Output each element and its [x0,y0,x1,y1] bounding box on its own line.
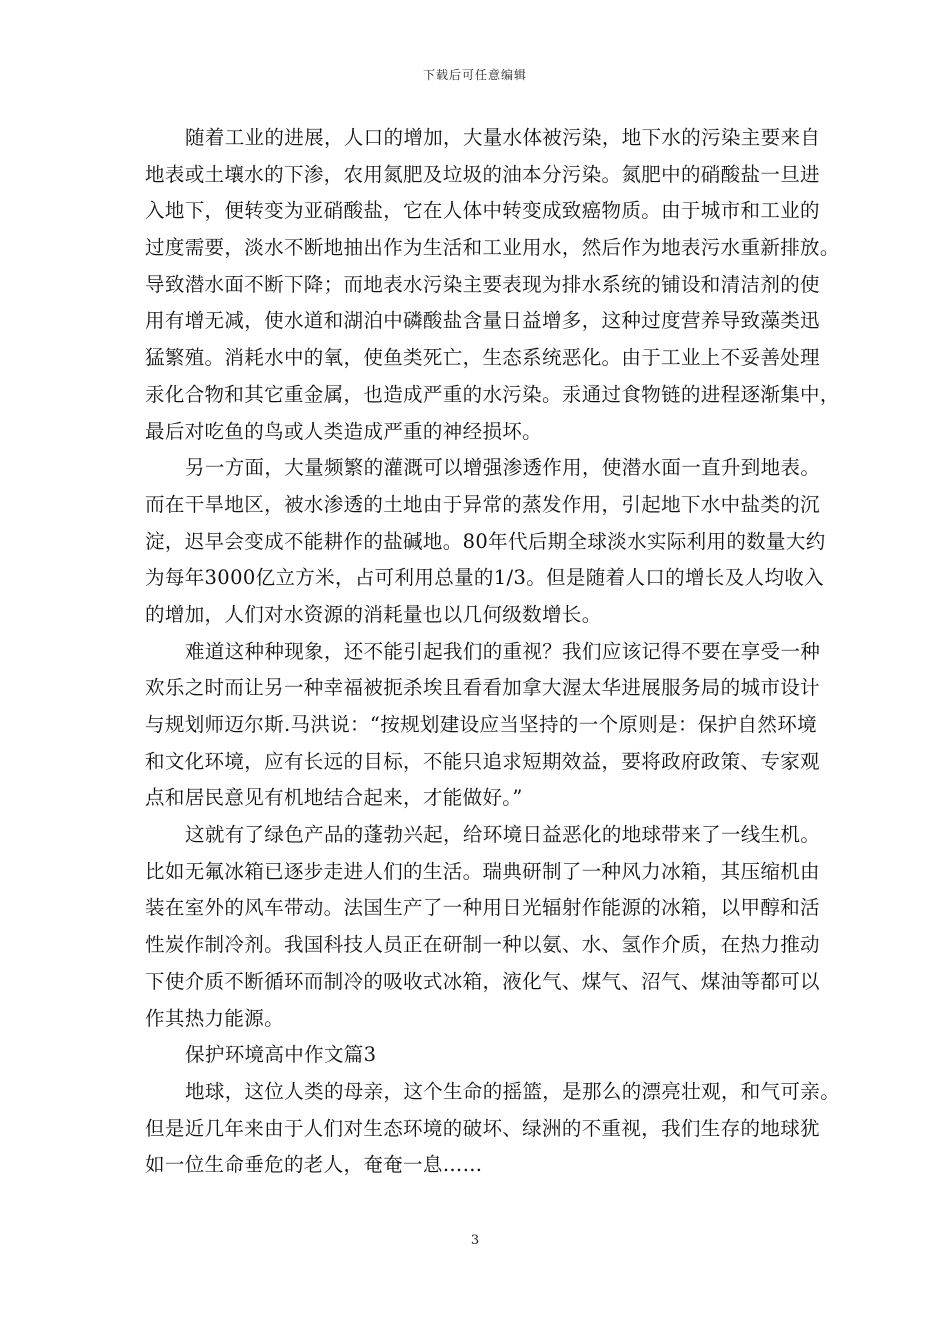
text-line: 最后对吃鱼的鸟或人类造成严重的神经损坏。 [145,419,543,443]
text-line: 难道这种种现象，还不能引起我们的重视？我们应该记得不要在享受一种 [185,639,821,663]
text-line: 装在室外的风车带动。法国生产了一种用日光辐射作能源的冰箱，以甲醇和活 [145,896,820,920]
text-line: 的增加，人们对水资源的消耗量也以几何级数增长。 [145,602,602,626]
text-line: 地球，这位人类的母亲，这个生命的摇篮，是那么的漂亮壮观，和气可亲。 [185,1079,841,1103]
document-body [145,120,841,1184]
text-line: 汞化合物和其它重金属，也造成严重的水污染。汞通过食物链的进程逐渐集中， [145,382,840,406]
text-line: 为每年3000亿立方米，占可利用总量的1/3。但是随着人口的增长及人均收入 [145,566,824,590]
text-line: 性炭作制冷剂。我国科技人员正在研制一种以氨、水、氢作介质，在热力推动 [145,933,820,957]
text-line: 下使介质不断循环而制冷的吸收式冰箱，液化气、煤气、沼气、煤油等都可以 [145,969,820,993]
text-line: 但是近几年来由于人们对生态环境的破坏、绿洲的不重视，我们生存的地球犹 [145,1116,820,1140]
text-line: 导致潜水面不断下降；而地表水污染主要表现为排水系统的铺设和清洁剂的使 [145,272,820,296]
text-line: 过度需要，淡水不断地抽出作为生活和工业用水，然后作为地表污水重新排放。 [145,236,840,260]
text-line: 随着工业的进展，人口的增加，大量水体被污染，地下水的污染主要来自 [185,126,821,149]
text-line: 比如无氟冰箱已逐步走进人们的生活。瑞典研制了一种风力冰箱，其压缩机由 [145,859,820,883]
text-line: 点和居民意见有机地结合起来，才能做好。” [145,786,523,810]
text-line: 地表或土壤水的下渗，农用氮肥及垃圾的油本分污染。氮肥中的硝酸盐一旦进 [145,162,820,186]
text-line: 猛繁殖。消耗水中的氧，使鱼类死亡，生态系统恶化。由于工业上不妥善处理 [145,346,820,370]
text-line: 这就有了绿色产品的蓬勃兴起，给环境日益恶化的地球带来了一线生机。 [185,823,821,847]
page-header: 下载后可任意编辑 [422,68,527,82]
text-line: 欢乐之时而让另一种幸福被扼杀埃且看看加拿大渥太华进展服务局的城市设计 [145,676,820,700]
text-line: 淀，迟早会变成不能耕作的盐碱地。80年代后期全球淡水实际利用的数量大约 [145,529,826,553]
text-line: 而在干旱地区，被水渗透的土地由于异常的蒸发作用，引起地下水中盐类的沉 [145,492,820,516]
text-line: 如一位生命垂危的老人，奄奄一息…… [145,1153,483,1177]
text-line: 用有增无减，使水道和湖泊中磷酸盐含量日益增多，这种过度营养导致藻类迅 [145,309,820,333]
page-number: 3 [470,1233,480,1248]
text-line: 和文化环境，应有长远的目标，不能只追求短期效益，要将政府政策、专家观 [145,749,820,773]
text-line: 与规划师迈尔斯.马洪说：“按规划建设应当坚持的一个原则是：保护自然环境 [145,713,817,736]
text-line: 另一方面，大量频繁的灌溉可以增强渗透作用，使潜水面一直升到地表。 [185,456,821,480]
text-line: 作其热力能源。 [145,1006,284,1030]
text-line: 保护环境高中作文篇3 [185,1043,377,1067]
text-line: 入地下，便转变为亚硝酸盐，它在人体中转变成致癌物质。由于城市和工业的 [145,199,820,223]
